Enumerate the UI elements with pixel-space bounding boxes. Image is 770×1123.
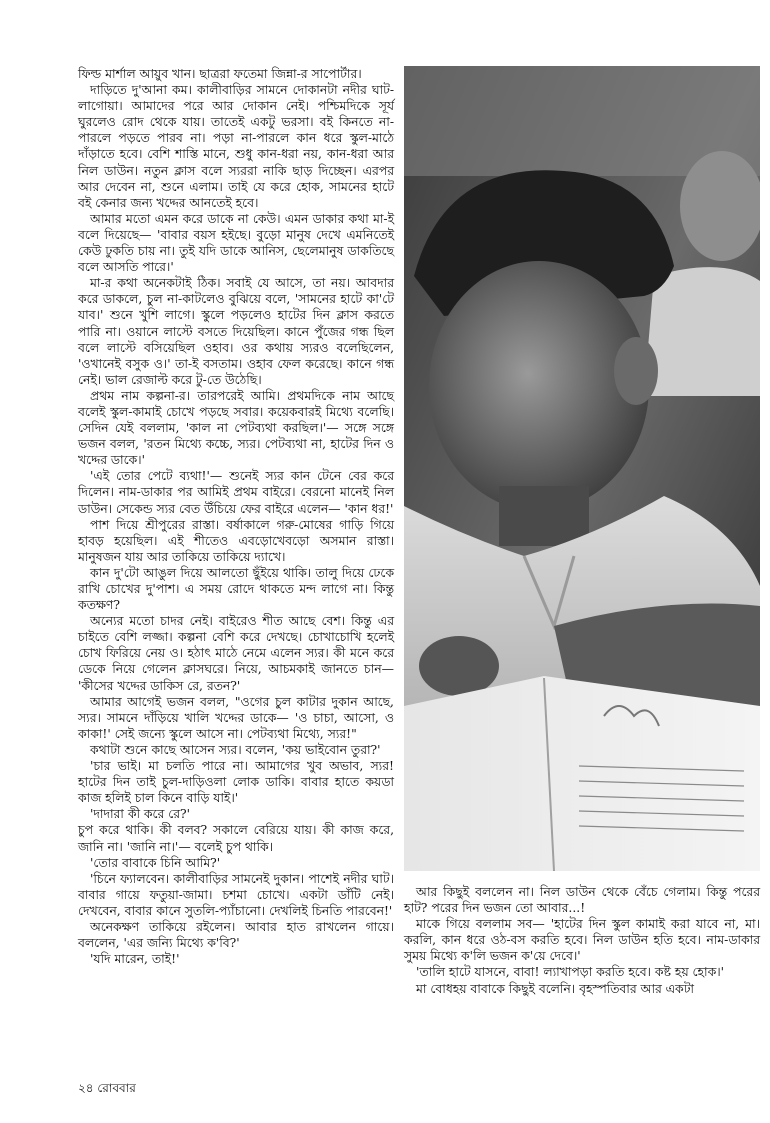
- paragraph: মা বোধহয় বাবাকে কিছুই বলেনি। বৃহস্পতিবার আর একটা: [416, 981, 695, 996]
- boy-reading-photo: [404, 66, 760, 871]
- paragraph: কান দু'টো আঙুল দিয়ে আলতো ছুঁইয়ে থাকি। তালু দিয়ে ঢেকে রাখি চোখের দু'পাশ। এ সময় রোদে থাকতে মন্দ লাগে না। কিন্তু কতক্ষণ?: [78, 565, 394, 613]
- paragraph: আমার মতো এমন করে ডাকে না কেউ। এমন ডাকার কথা মা-ই বলে দিয়েছে— 'বাবার বয়স হইছে। বুড়ো মানুষ দেখে এমনিতেই কেউ ঢুকতি চায় না। তুই যদি ডাকে আনিস, ছেলেমানুষ ডাকতিছে বলে আসতি পারে।': [78, 211, 394, 275]
- paragraph: চুপ করে থাকি। কী বলব? সকালে বেরিয়ে যায়। কী কাজ করে, জানি না। 'জানি না।'— বলেই চুপ থাকি।: [78, 823, 394, 854]
- magazine-name: রোববার: [97, 1081, 136, 1095]
- paragraph: আমার আগেই ভজন বলল, "ওগের চুল কাটার দুকান আছে, স্যর। সামনে দাঁড়িয়ে খালি খদ্দের ডাকে— 'ও চাচা, আসো, ও কাকা!' সেই জন্যে স্কুলে আসে না। পেটব্যথা মিথ্যে, স্যর!": [78, 694, 394, 741]
- paragraph: মাকে গিয়ে বললাম সব— 'হাটের দিন স্কুল কামাই করা যাবে না, মা। করলি, কান ধরে ওঠ-বস করতি হবে। নিল ডাউন হতি হবে। নাম-ডাকার সুময় মিথ্যে ক'লি ভজন ক'য়ে দেবে।': [404, 917, 760, 964]
- article-left-column: [78, 66, 394, 967]
- paragraph: মা-র কথা অনেকটাই ঠিক। সবাই যে আসে, তা নয়। আবদার করে ডাকলে, চুল না-কাটলেও বুঝিয়ে বলে, 'সামনের হাটে কা'টে যাব।' শুনে খুশি লাগে। স্কুলে পড়লেও হাটের দিন ক্লাস করতে পারি না। ওয়ানে লাস্টে বসতে দিয়েছিল। কানে পুঁজের গন্ধ ছিল বলে লাস্টে বসিয়েছিল ওহাব। ওর কথায় স্যরও বলেছিলেন, 'ওখানেই বসুক ও।' তা-ই বসতাম। ওহাব ফেল করেছে। কানে গন্ধ নেই। ভাল রেজাল্ট করে টু-তে উঠেছি।: [78, 276, 394, 387]
- paragraph: প্রথম নাম কল্পনা-র। তারপরেই আমি। প্রথমদিকে নাম আছে বলেই স্কুল-কামাই চোখে পড়ছে সবার। কয়েকবারই মিথ্যে বলেছি। সেদিন যেই বললাম, 'কাল না পেটব্যথা করছিল।'— সঙ্গে সঙ্গে ভজন বলল, 'রতন মিথ্যে কচ্চে, স্যর। পেটব্যথা না, হাটের দিন ও খদ্দের ডাকে।': [78, 388, 394, 468]
- paragraph: কথাটা শুনে কাছে আসেন স্যর। বলেন, 'কয় ভাইবোন তুরা?': [90, 742, 381, 757]
- paragraph: 'তোর বাবাকে চিনি আমি?': [90, 855, 221, 870]
- article-photo: [404, 66, 760, 871]
- paragraph: 'চিনে ফ্যালবেন। কালীবাড়ির সামনেই দুকান। পাশেই নদীর ঘাট। বাবার গায়ে ফতুয়া-জামা। চশমা চোখে। একটা ডাঁটি নেই। দেখবেন, বাবার কানে সুতলি-প্যাঁচানো। দেখলিই চিনতি পারবেন!': [78, 871, 394, 918]
- paragraph: আর কিছুই বললেন না। নিল ডাউন থেকে বেঁচে গেলাম। কিন্তু পরের হাট? পরের দিন ভজন তো আবার...!: [404, 885, 760, 916]
- article-right-column: [404, 884, 760, 997]
- paragraph: 'এই তোর পেটে ব্যথা!'— শুনেই স্যর কান টেনে বের করে দিলেন। নাম-ডাকার পর আমিই প্রথম বাইরে। বেরনো মানেই নিল ডাউন। সেকেন্ড স্যর বেত উঁচিয়ে ফের বাইরে এলেন— 'কান ধর!': [78, 469, 394, 516]
- paragraph: 'চার ভাই। মা চলতি পারে না। আমাগের খুব অভাব, স্যর! হাটের দিন তাই চুল-দাড়িওলা লোক ডাকি। বাবার হাতে কয়ডা কাজ হলিই চাল কিনে বাড়ি যাই।': [78, 759, 394, 806]
- paragraph: দাড়িতে দু'আনা কম। কালীবাড়ির সামনে দোকানটা নদীর ঘাট-লাগোয়া। আমাদের পরে আর দোকান নেই। পশ্চিমদিকে সূর্য ঘুরলেও রোদ থেকে যায়। তাতেই একটু ভরসা। বই কিনতে না-পারলে পড়তে পারব না। পড়া না-পারলে কান ধরে স্কুল-মাঠে দাঁড়াতে হবে। বেশি শাস্তি মানে, শুধু কান-ধরা নয়, কান-ধরা আর নিল ডাউন। নতুন ক্লাস বলে স্যররা নাকি ছাড় দিচ্ছেন। এরপর আর দেবেন না, শুনে এলাম। তাই যে করে হোক, সামনের হাটে বই কেনার জন্য খদ্দের আনতেই হবে।: [78, 83, 394, 210]
- paragraph: পাশ দিয়ে শ্রীপুরের রাস্তা। বর্ষাকালে গরু-মোষের গাড়ি গিয়ে হাবড় হয়েছিল। এই শীতেও এবড়োখেবড়ো অসমান রাস্তা। মানুষজন যায় আর তাকিয়ে তাকিয়ে দ্যাখে।: [78, 517, 394, 564]
- page-footer: [78, 1080, 136, 1100]
- paragraph: 'দাদারা কী করে রে?': [90, 807, 191, 822]
- paragraph: অনেকক্ষণ তাকিয়ে রইলেন। আবার হাত রাখলেন গায়ে। বললেন, 'এর জন্যি মিথ্যে ক'বি?': [78, 919, 394, 951]
- page-number: ২৪: [78, 1081, 94, 1095]
- paragraph: 'যদি মারেন, তাই!': [90, 952, 180, 967]
- paragraph: অন্যের মতো চাদর নেই। বাইরেও শীত আছে বেশ। কিন্তু এর চাইতে বেশি লজ্জা। কল্পনা বেশি করে দেখছে। চোখাচোখি হলেই চোখ ফিরিয়ে নেয় ও। হঠাৎ মাঠে নেমে এলেন স্যর। কী মনে করে ডেকে নিয়ে গেলেন ক্লাসঘরে। নিয়ে, আচমকাই জানতে চান— 'কীসের খদ্দের ডাকিস রে, রতন?': [78, 614, 394, 693]
- paragraph: 'তালি হাটে যাসনে, বাবা! ল্যাখাপড়া করতি হবে। কষ্ট হয় হোক।': [416, 965, 725, 980]
- paragraph: ফিল্ড মার্শাল আয়ুব খান। ছাত্ররা ফতেমা জিন্না-র সাপোর্টার।: [78, 67, 362, 81]
